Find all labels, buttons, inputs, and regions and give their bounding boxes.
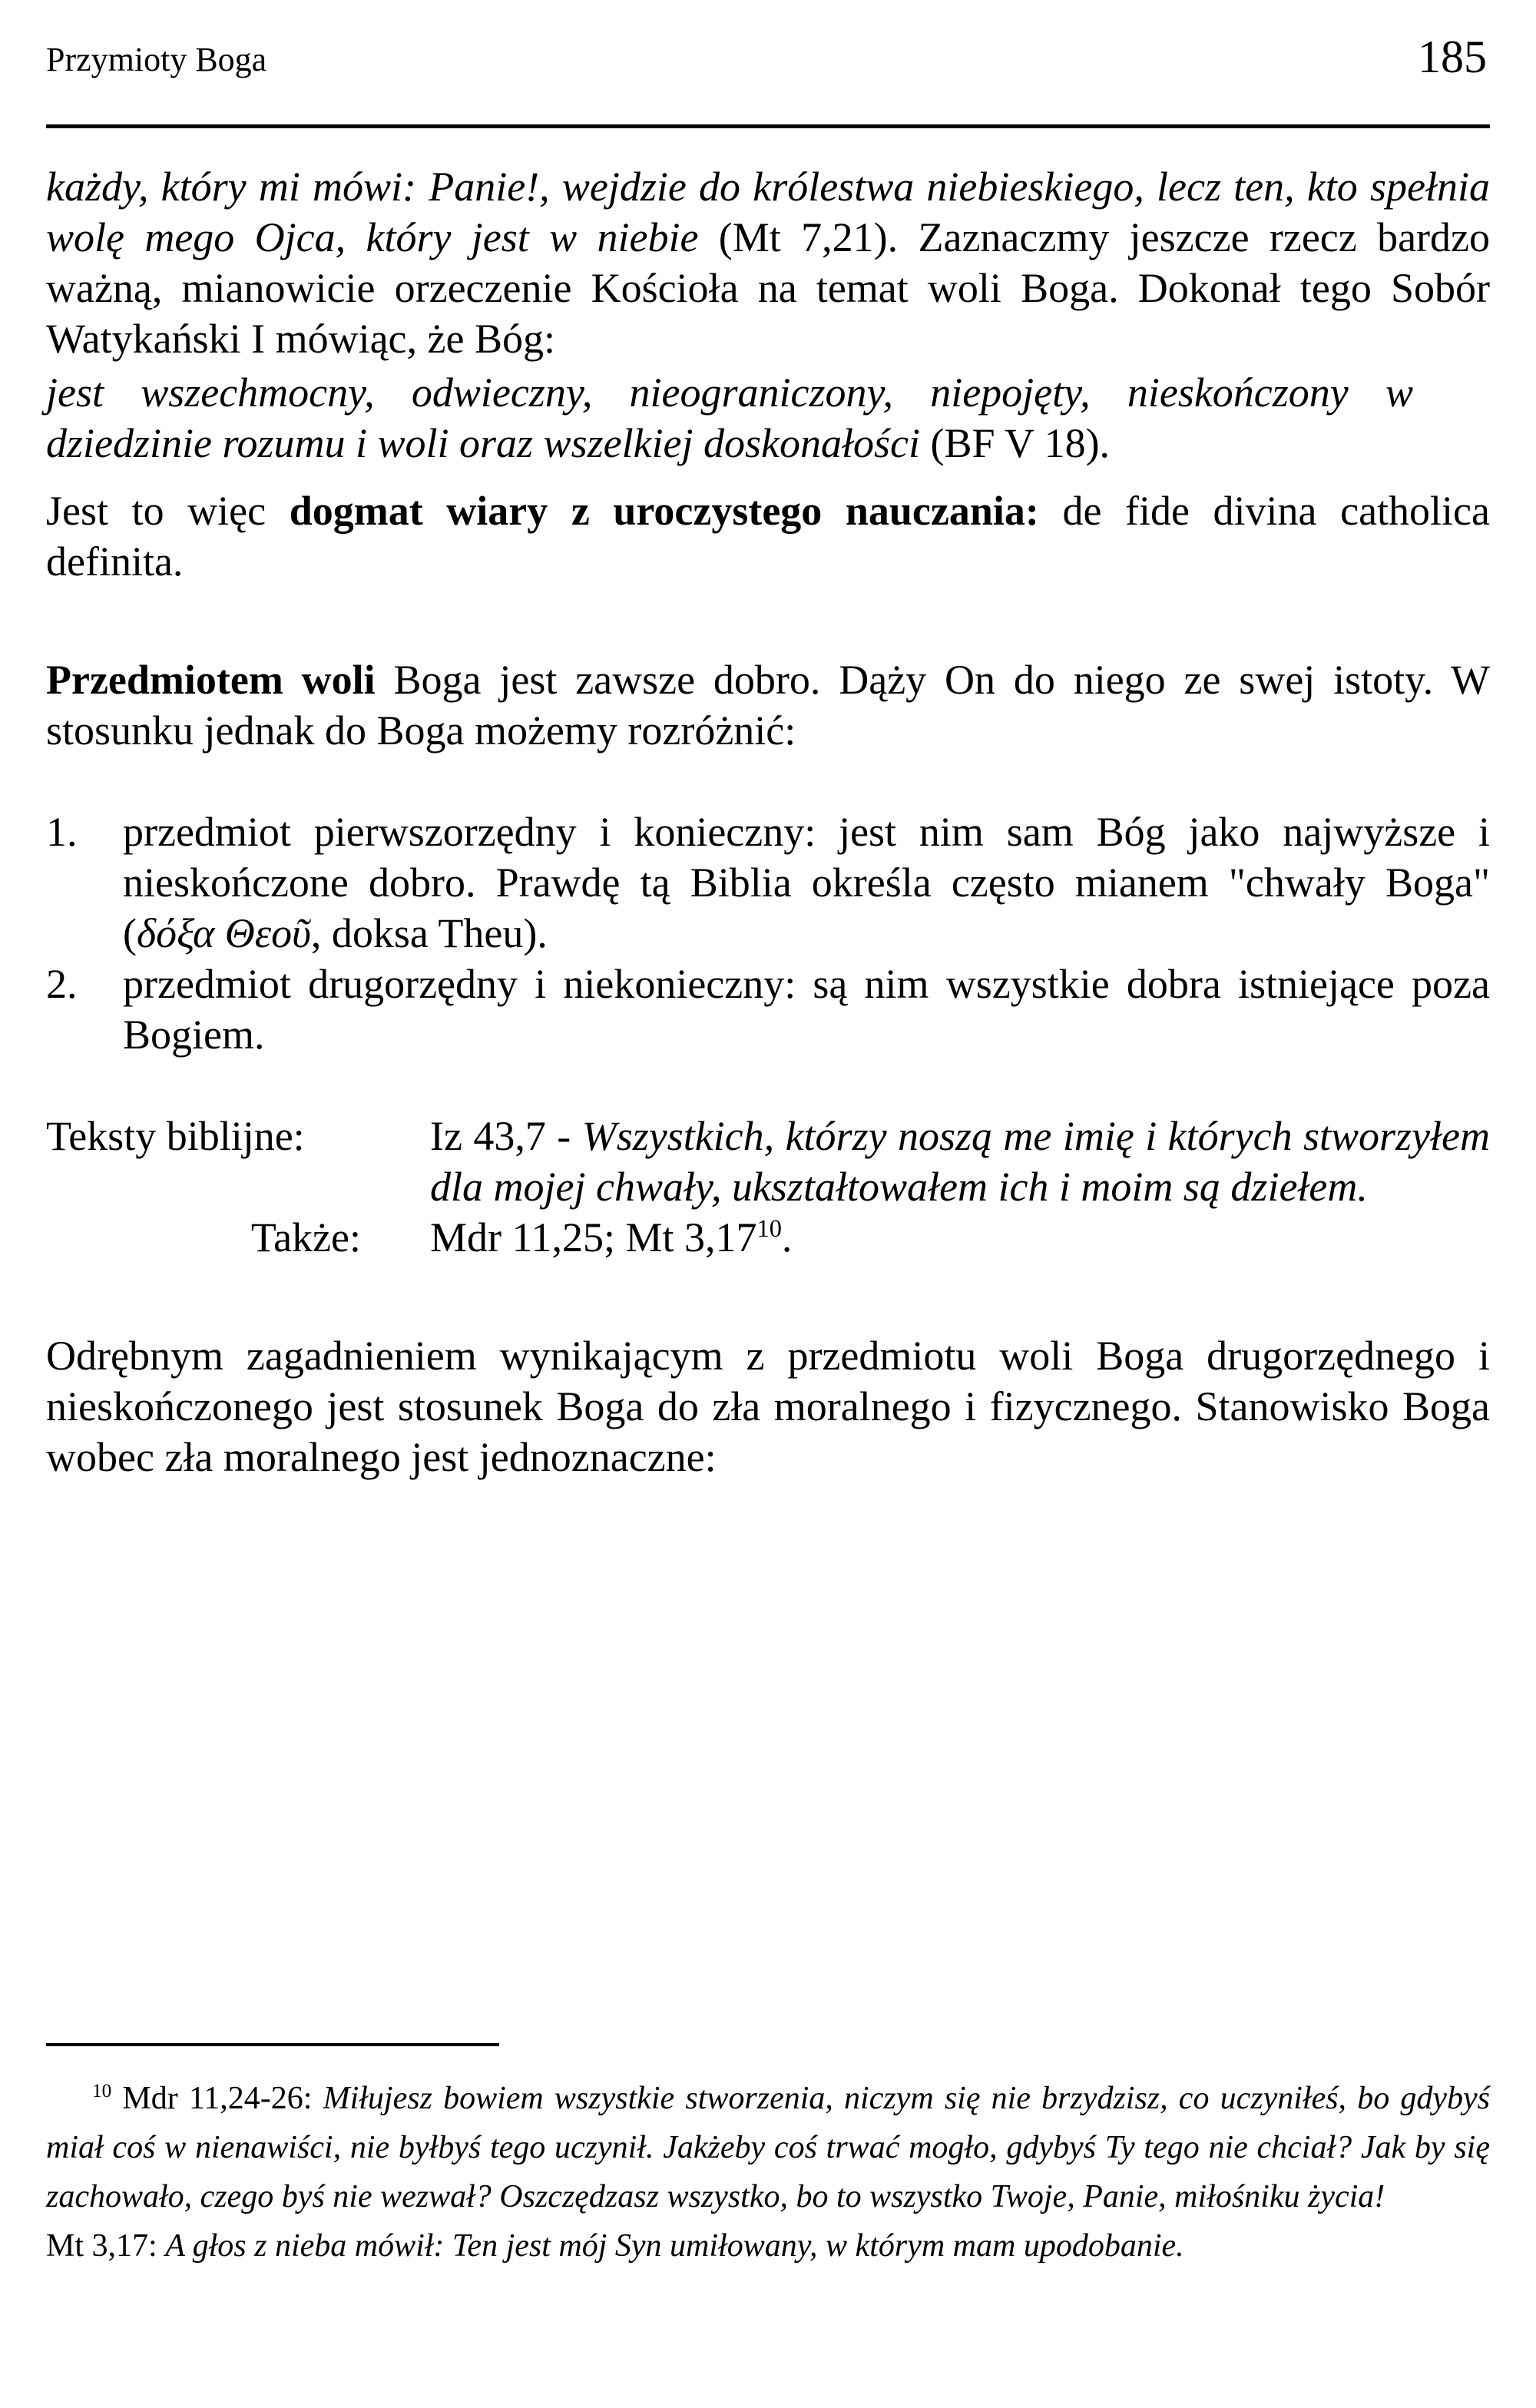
scripture-quote: każdy, który mi mówi: Panie!, wejdzie do królestwa niebieskiego, lecz ten, kto spełnia wolę mego Ojca, który jest w niebie bbox=[46, 164, 1490, 260]
page-number: 185 bbox=[1418, 31, 1487, 82]
footnote-10 bbox=[46, 2074, 1490, 2221]
bible-row bbox=[46, 1212, 1490, 1263]
bible-ref-end: . bbox=[781, 1214, 793, 1260]
bible-row bbox=[46, 1111, 1490, 1212]
list-number: 2. bbox=[46, 961, 78, 1007]
object-list bbox=[46, 807, 1490, 1060]
bible-ref: Mdr 11,25; Mt 3,17 bbox=[430, 1214, 757, 1260]
dogma-bold: dogmat wiary z uroczystego nauczania: bbox=[289, 488, 1039, 534]
footnote-ref: Mt 3,17: bbox=[46, 2228, 166, 2264]
bible-label: Także: bbox=[250, 1214, 361, 1260]
list-item-text: przedmiot pierwszorzędny i konieczny: jest nim sam Bóg jako najwyższe i nieskończone dobro. Prawdę tą Biblia określa często mianem "chwały Boga" ( bbox=[123, 809, 1490, 956]
paragraph-2 bbox=[46, 485, 1490, 587]
list-number: 1. bbox=[46, 809, 78, 855]
header-rule bbox=[46, 124, 1490, 128]
footnote-marker: 10 bbox=[756, 1215, 782, 1243]
list-item bbox=[46, 959, 1490, 1060]
page-body bbox=[46, 161, 1490, 1482]
paragraph-1 bbox=[46, 161, 1490, 364]
paragraph-2-a: Jest to więc bbox=[46, 488, 290, 534]
paragraph-3-text: Boga jest zawsze dobro. Dąży On do niego ze swej istoty. W stosunku jednak do Boga możemy rozróżnić: bbox=[46, 657, 1490, 754]
paragraph-4: Odrębnym zagadnieniem wynikającym z przedmiotu woli Boga drugorzędnego i nieskończonego jest stosunek Boga do zła moralnego i fizycznego. Stanowisko Boga wobec zła moralnego jest jednoznaczne: bbox=[46, 1333, 1490, 1480]
paragraph-3 bbox=[46, 654, 1490, 756]
footnotes bbox=[46, 2074, 1490, 2271]
footnote-ref: Mdr 11,24-26: bbox=[111, 2081, 323, 2116]
footnote-quote: Miłujesz bowiem wszystkie stworzenia, niczym się nie brzydzisz, co uczyniłeś, bo gdybyś miał coś w nienawiści, nie byłbyś tego uczynił. Jakżeby coś trwać mogło, gdybyś Ty tego nie chciał? Jak by się zachowało, czego byś nie wezwał? Oszczędzasz wszystko, bo to wszystko Twoje, Panie, miłośniku życia! bbox=[46, 2081, 1490, 2214]
bible-quote: Wszystkich, którzy noszą me imię i których stworzyłem dla mojej chwały, ukształtowałem ich i moim są dziełem. bbox=[430, 1113, 1490, 1210]
footnote-10-b bbox=[46, 2221, 1490, 2271]
paragraph-1-text: (Mt 7,21). Zaznaczmy jeszcze rzecz bardzo ważną, mianowicie orzeczenie Kościoła na temat woli Boga. Dokonał tego Sobór Watykański I mówiąc, że Bóg: bbox=[46, 214, 1491, 362]
bible-texts bbox=[46, 1111, 1490, 1263]
list-item-text: przedmiot drugorzędny i niekonieczny: są nim wszystkie dobra istniejące poza Bogiem. bbox=[123, 961, 1490, 1058]
bible-label: Teksty biblijne: bbox=[46, 1113, 305, 1159]
bible-ref: Iz 43,7 - bbox=[430, 1113, 582, 1159]
paragraph-2-b: de fide divina catholica definita. bbox=[46, 488, 1490, 585]
council-quote-ref: (BF V 18). bbox=[919, 420, 1111, 466]
list-item bbox=[46, 807, 1490, 959]
page-header bbox=[46, 31, 1490, 91]
footnote-number: 10 bbox=[92, 2081, 112, 2102]
footnote-quote: A głos z nieba mówił: Ten jest mój Syn umiłowany, w którym mam upodobanie. bbox=[165, 2228, 1184, 2264]
book-page bbox=[46, 31, 1491, 2264]
list-item-text-end: , doksa Theu). bbox=[310, 910, 548, 956]
running-title: Przymioty Boga bbox=[46, 41, 267, 78]
footnote-rule bbox=[46, 2043, 499, 2046]
greek-phrase: δόξα Θεοῦ bbox=[136, 910, 311, 956]
paragraph-3-bold: Przedmiotem woli bbox=[46, 657, 376, 703]
council-quote-text: jest wszechmocny, odwieczny, nieograniczony, niepojęty, nieskończony w dziedzinie rozumu i woli oraz wszelkiej doskonałości bbox=[46, 369, 1413, 466]
council-quote bbox=[46, 367, 1413, 469]
